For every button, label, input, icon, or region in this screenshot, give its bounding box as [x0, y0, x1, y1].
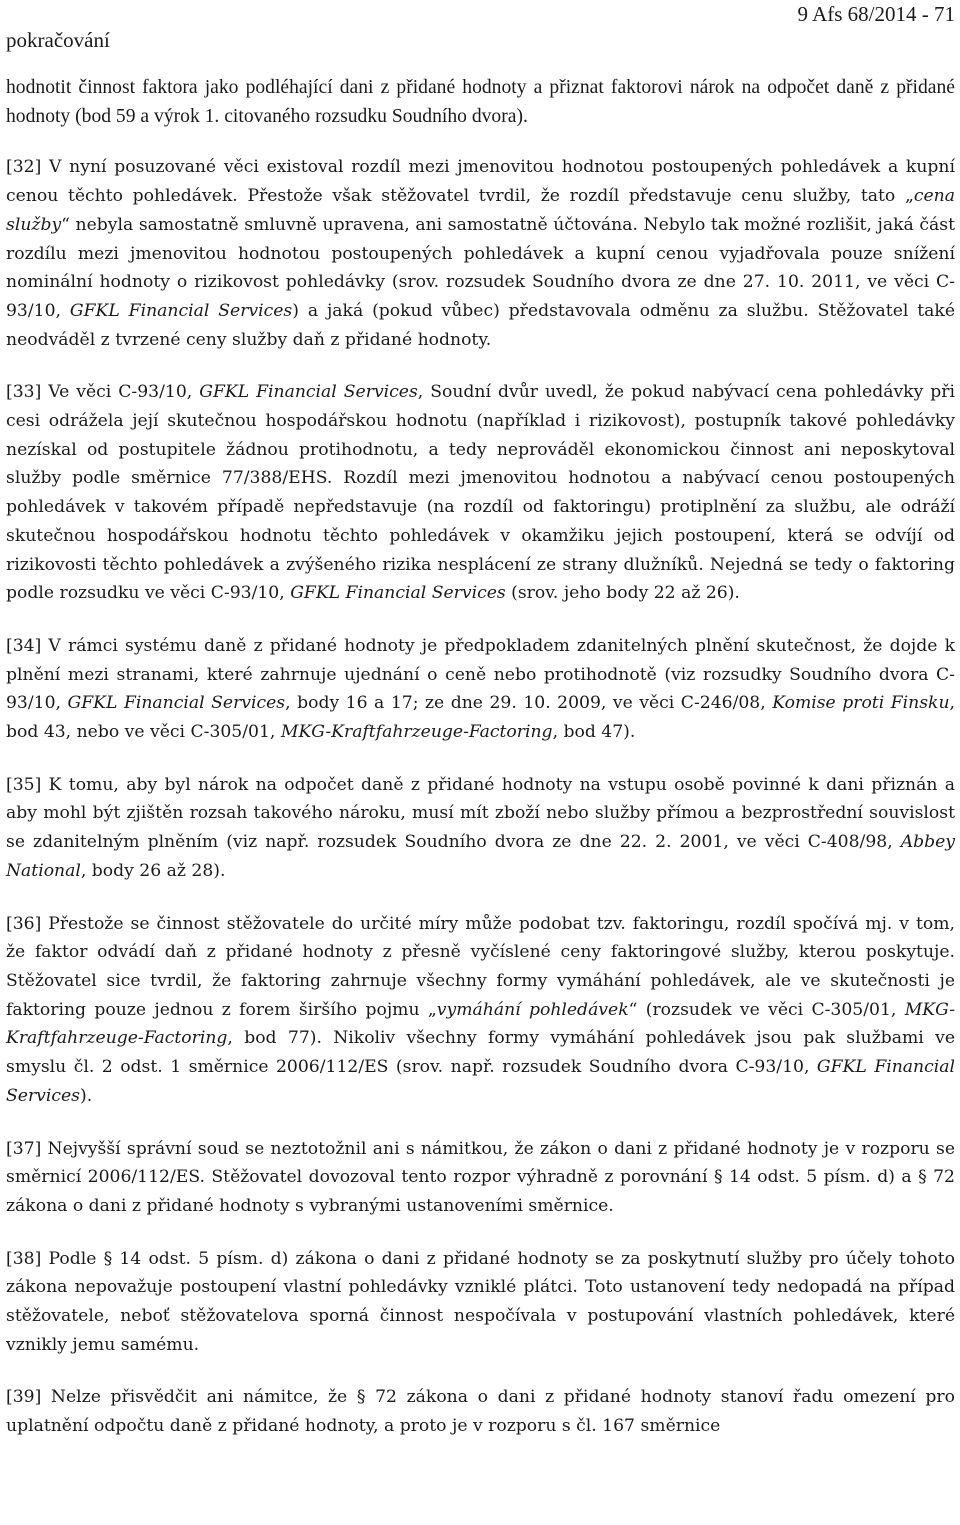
paragraph-39: [39] Nelze přisvědčit ani námitce, že § 72 zákona o dani z přidané hodnoty stanoví řadu omezení pro uplatnění odpočtu daně z přidané hodnoty, a proto je v rozporu s čl. 167 směrnice: [6, 1387, 955, 1437]
section-sign: §: [918, 1167, 927, 1188]
document-page: [6, 0, 955, 1441]
case-number: 9 Afs 68/2014 - 71: [797, 2, 955, 26]
paragraph-37: [37] Nejvyšší správní soud se neztotožnil ani s námitkou, že zákon o dani z přidané hodnoty je v rozporu se směrnicí 2006/112/ES. Stěžovatel dovozoval tento rozpor výhradně z porovnání § 14 odst. 5 písm. d) a § 72 zákona o dani z přidané hodnoty s vybranými ustanoveními směrnice.: [6, 1138, 955, 1216]
page-header: [6, 0, 955, 74]
section-sign: §: [713, 1167, 723, 1188]
section-sign: §: [356, 1387, 366, 1408]
paragraph-36: [36] Přestože se činnost stěžovatele do určité míry může podobat tzv. faktoringu, rozdíl spočívá mj. v tom, že faktor odvádí daň z přidané hodnoty z přesně vyčíslené ceny faktoringové služby, kterou poskytuje. Stěžovatel sice tvrdil, že faktoring zahrnuje všechny formy vymáhání pohledávek, ale ve skutečnosti je faktoring pouze jednou z forem širšího pojmu „vymáhání pohledávek“ (rozsudek ve věci C-305/01, MKG-Kraftfahrzeuge-Factoring, bod 77). Nikoliv všechny formy vymáhání pohledávek jsou pak službami ve smyslu čl. 2 odst. 1 směrnice 2006/112/ES (srov. např. rozsudek Soudního dvora C-93/10, GFKL Financial Services).: [6, 913, 955, 1106]
section-sign: §: [103, 1248, 113, 1269]
paragraph-continued: hodnotit činnost faktora jako podléhající dani z přidané hodnoty a přiznat faktorovi nárok na odpočet daně z přidané hodnoty (bod 59 a výrok 1. citovaného rozsudku Soudního dvora).: [6, 77, 955, 127]
paragraph-33: [33] Ve věci C-93/10, GFKL Financial Services, Soudní dvůr uvedl, že pokud nabývací cena pohledávky při cesi odrážela její skutečnou hospodářskou hodnotu (například i rizikovost), postupník takové pohledávky nezískal od postupitele žádnou protihodnotu, a tedy neprováděl ekonomickou činnost ani neposkytoval služby podle směrnice 77/388/EHS. Rozdíl mezi jmenovitou hodnotou a nabývací cenou postoupených pohledávek v takovém případě nepředstavuje (na rozdíl od faktoringu) protiplnění za službu, ale odráží skutečnou hospodářskou hodnotu těchto pohledávek v okamžiku jejich postoupení, která se odvíjí od rizikovosti těchto pohledávek a zvýšeného rizika nesplácení ze strany dlužníků. Nejedná se tedy o faktoring podle rozsudku ve věci C-93/10, GFKL Financial Services (srov. jeho body 22 až 26).: [6, 382, 956, 604]
paragraph-34: [34] V rámci systému daně z přidané hodnoty je předpokladem zdanitelných plnění skutečnost, že dojde k plnění mezi stranami, které zahrnuje ujednání o ceně nebo protihodnotě (viz rozsudky Soudního dvora C-93/10, GFKL Financial Services, body 16 a 17; ze dne 29. 10. 2009, ve věci C-246/08, Komise proti Finsku, bod 43, nebo ve věci C-305/01, MKG-Kraftfahrzeuge-Factoring, bod 47).: [6, 635, 955, 743]
paragraph-32: [32] V nyní posuzované věci existoval rozdíl mezi jmenovitou hodnotou postoupených pohledávek a kupní cenou těchto pohledávek. Přestože však stěžovatel tvrdil, že rozdíl představuje cenu služby, tato „cena služby“ nebyla samostatně smluvně upravena, ani samostatně účtována. Nebylo tak možné rozlišit, jaká část rozdílu mezi jmenovitou hodnotou postoupených pohledávek a kupní cenou vyjadřovala pouze snížení nominální hodnoty o rizikovost pohledávky (srov. rozsudek Soudního dvora ze dne 27. 10. 2011, ve věci C-93/10, GFKL Financial Services) a jaká (pokud vůbec) představovala odměnu za službu. Stěžovatel také neodváděl z tvrzené ceny služby daň z přidané hodnoty.: [6, 157, 955, 350]
paragraph-35: [35] K tomu, aby byl nárok na odpočet daně z přidané hodnoty na vstupu osobě povinné k dani přiznán a aby mohl být zjištěn rozsah takového nároku, musí mít zboží nebo služby přímou a bezprostřední souvislost se zdanitelným plněním (viz např. rozsudek Soudního dvora ze dne 22. 2. 2001, ve věci C-408/98, Abbey National, body 26 až 28).: [6, 774, 955, 881]
header-continuation: pokračování: [6, 28, 110, 52]
paragraph-38: [38] Podle § 14 odst. 5 písm. d) zákona o dani z přidané hodnoty se za poskytnutí služby pro účely tohoto zákona nepovažuje postoupení vlastní pohledávky vzniklé plátci. Toto ustanovení tedy nedopadá na případ stěžovatele, neboť stěžovatelova sporná činnost nespočívala v postupování vlastních pohledávek, které vznikly jemu samému.: [6, 1248, 955, 1355]
